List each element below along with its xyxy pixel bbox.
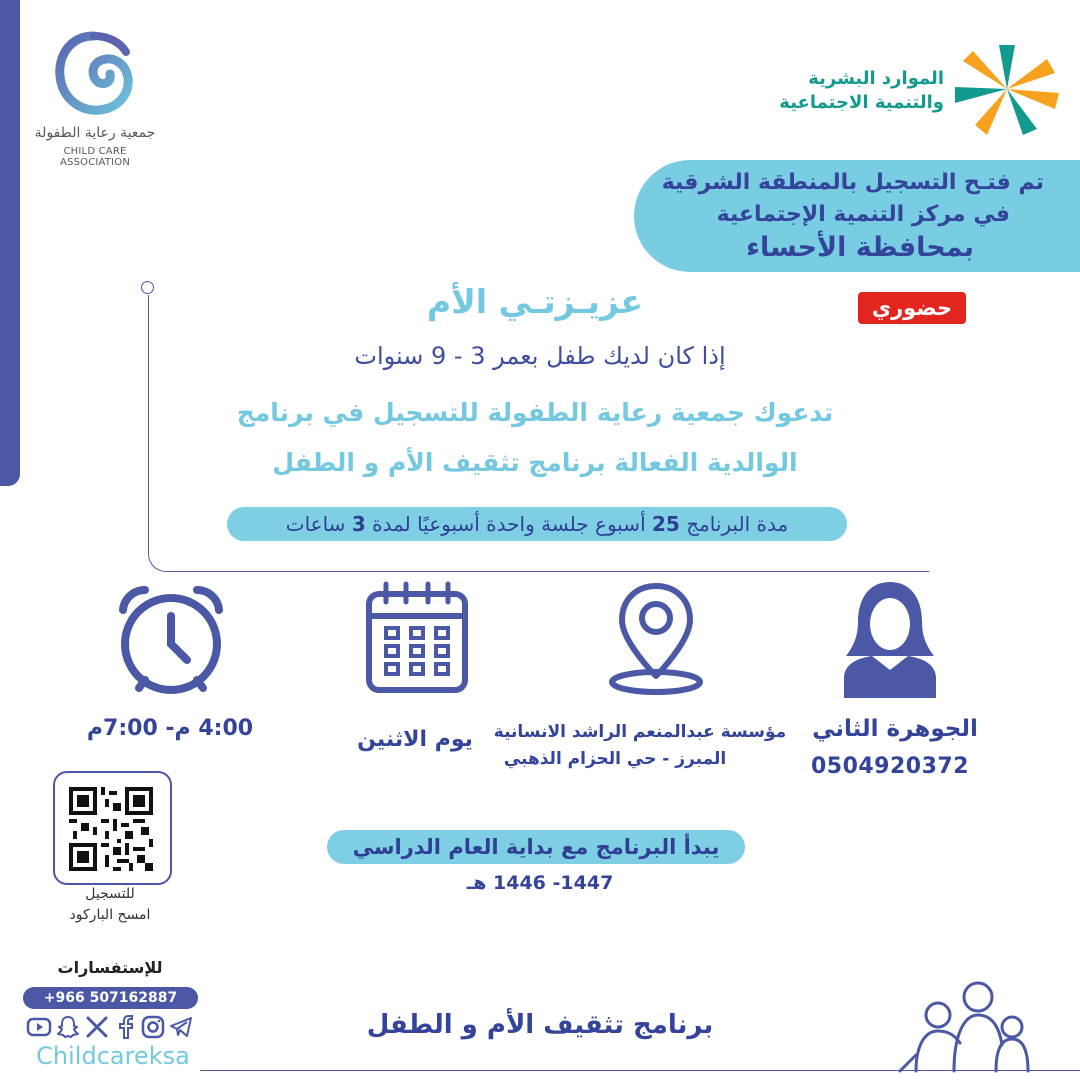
duration-middle: أسبوع جلسة واحدة أسبوعيًا لمدة (372, 512, 646, 536)
child-care-name-en: CHILD CARE ASSOCIATION (59, 146, 130, 168)
snapchat-icon[interactable] (55, 1014, 81, 1040)
ministry-name-line2: والتنمية الاجتماعية (779, 92, 944, 113)
duration-suffix: ساعات (285, 512, 346, 536)
alarm-clock-icon (115, 582, 227, 698)
headline-title: عزيـزتـي الأم (427, 282, 643, 321)
youtube-icon[interactable] (26, 1014, 52, 1040)
age-requirement: إذا كان لديك طفل بعمر 3 - 9 سنوات (354, 342, 726, 370)
instagram-icon[interactable] (140, 1014, 166, 1040)
duration-hours: 3 (351, 512, 366, 536)
child-care-name-ar: جمعية رعاية الطفولة (34, 125, 156, 141)
in-person-badge: حضوري (858, 292, 966, 324)
social-icons-row (26, 1014, 196, 1042)
child-care-logo-icon (50, 30, 138, 118)
qr-code[interactable] (53, 771, 172, 885)
invitation-line1: تدعوك جمعية رعاية الطفولة للتسجيل في برنامج (236, 398, 834, 427)
duration-pill (227, 507, 847, 541)
ministry-name-line1: الموارد البشرية (808, 68, 944, 89)
location-pin-icon (606, 582, 706, 696)
child-care-logo (30, 30, 160, 168)
social-handle[interactable]: Childcareksa (36, 1042, 190, 1070)
footer-program-title: برنامج تثقيف الأم و الطفل (366, 1010, 714, 1040)
ministry-star-icon (952, 42, 1062, 137)
invitation-line2: الوالدية الفعالة برنامج تثقيف الأم و الطفل (272, 448, 798, 477)
calendar-icon (364, 580, 470, 696)
ministry-logo (762, 42, 1062, 142)
academic-year: 1447- 1446 هـ (466, 872, 614, 894)
x-icon[interactable] (84, 1014, 110, 1040)
venue-name: مؤسسة عبدالمنعم الراشد الانسانية (493, 722, 787, 742)
qr-caption-scan: امسح الباركود (69, 907, 151, 923)
duration-prefix: مدة البرنامج (686, 512, 789, 536)
session-day: يوم الاثنين (357, 727, 473, 752)
venue-district: المبرز - حي الحزام الذهبي (503, 749, 727, 769)
qr-caption-register: للتسجيل (85, 886, 135, 902)
telegram-icon[interactable] (168, 1014, 194, 1040)
family-icon (880, 975, 1040, 1075)
duration-weeks: 25 (651, 512, 680, 536)
facebook-icon[interactable] (113, 1014, 139, 1040)
registration-line3: بمحافظة الأحساء (746, 232, 974, 263)
timeline-dot (141, 281, 154, 294)
program-start-pill: يبدأ البرنامج مع بداية العام الدراسي (327, 830, 745, 864)
session-time: 4:00 م- 7:00م (86, 716, 254, 741)
coordinator-name: الجوهرة الثاني (812, 716, 978, 742)
registration-banner (634, 160, 1080, 272)
qr-code-icon (69, 787, 153, 871)
coordinator-phone[interactable]: 0504920372 (810, 754, 970, 779)
registration-line2: في مركز التنمية الإجتماعية (716, 202, 1010, 227)
left-edge-bar (0, 0, 20, 486)
registration-line1: تم فتـح التسجيل بالمنطقة الشرقية (661, 170, 1044, 195)
inquiries-label: للإستفسارات (57, 958, 163, 977)
woman-hijab-icon (838, 578, 942, 698)
inquiries-phone[interactable]: +966 507162887 (23, 987, 198, 1009)
